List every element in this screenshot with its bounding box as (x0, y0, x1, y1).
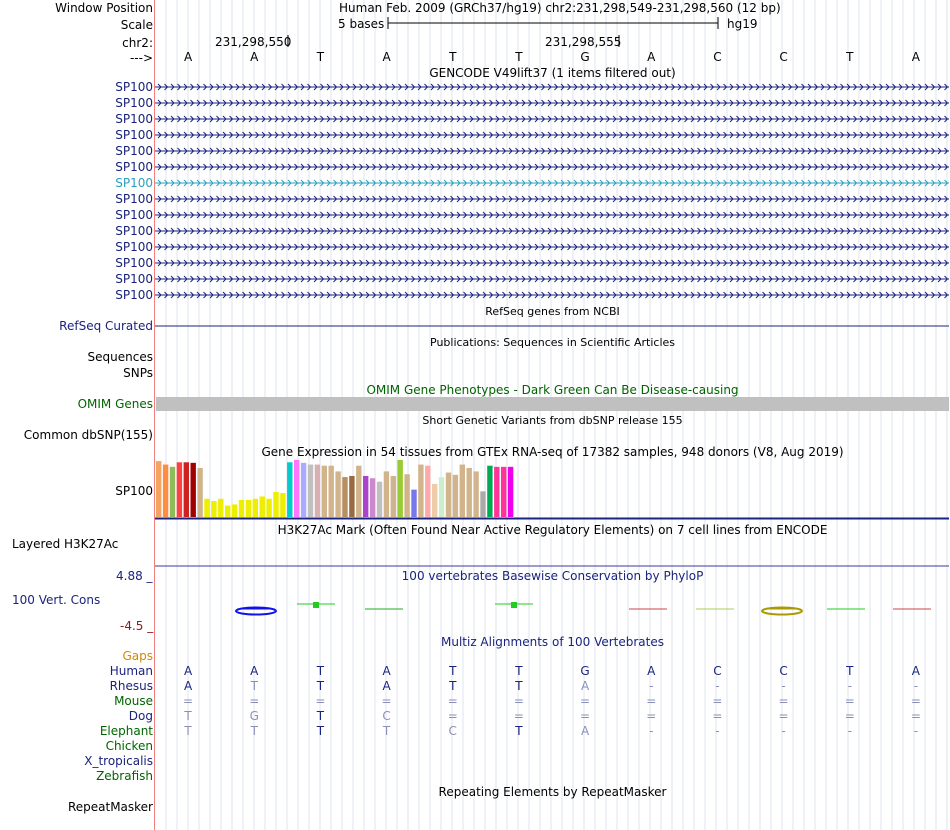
gtex-tissue-bar (266, 499, 271, 517)
gtex-tissue-bar (494, 467, 499, 517)
multiz-aligned-base: A (911, 664, 921, 678)
multiz-aligned-base: T (449, 679, 457, 693)
gtex-tissue-bar (322, 466, 327, 517)
base-letter: T (316, 50, 325, 64)
window-position-value: Human Feb. 2009 (GRCh37/hg19) chr2:231,298,549-231,298,560 (12 bp) (339, 1, 781, 15)
gtex-tissue-bar (273, 492, 278, 517)
phylop-max-label: 4.88 _ (116, 569, 153, 583)
multiz-aligned-base: = (513, 709, 524, 723)
omim-gene-bar (156, 397, 949, 411)
refseq-label[interactable]: RefSeq Curated (59, 319, 153, 333)
gtex-tissue-bar (391, 476, 396, 517)
base-letter: T (515, 50, 523, 64)
gtex-tissue-bar (294, 460, 299, 517)
gtex-tissue-bar (239, 500, 244, 517)
repeatmasker-label[interactable]: RepeatMasker (67, 800, 153, 814)
multiz-aligned-base: C (448, 724, 457, 738)
multiz-aligned-base: T (382, 724, 391, 738)
multiz-aligned-base: = (712, 694, 723, 708)
gtex-label[interactable]: SP100 (115, 484, 153, 498)
scale-text: 5 bases (338, 17, 385, 31)
multiz-aligned-base: A (580, 724, 590, 738)
omim-label[interactable]: OMIM Genes (77, 397, 153, 411)
multiz-aligned-base: T (316, 679, 325, 693)
multiz-aligned-base: = (910, 694, 921, 708)
multiz-species-label[interactable]: Mouse (114, 694, 153, 708)
multiz-aligned-base: T (184, 724, 192, 738)
multiz-gaps-label: Gaps (122, 649, 153, 663)
gtex-tissue-bar (460, 465, 465, 517)
publications-label-snps[interactable]: SNPs (123, 366, 153, 380)
multiz-aligned-base: = (249, 694, 260, 708)
phylop-label[interactable]: 100 Vert. Cons (12, 593, 101, 607)
gtex-tissue-bar (280, 493, 285, 517)
multiz-species-label[interactable]: X_tropicalis (84, 754, 153, 768)
multiz-species-label[interactable]: Human (109, 664, 153, 678)
multiz-title[interactable]: Multiz Alignments of 100 Vertebrates (440, 635, 665, 649)
gtex-tissue-bar (335, 471, 340, 517)
base-letter: C (779, 50, 788, 64)
publications-label-sequences[interactable]: Sequences (87, 350, 153, 364)
multiz-aligned-base: = (447, 694, 458, 708)
multiz-aligned-base: A (183, 664, 193, 678)
multiz-aligned-base: - (649, 724, 654, 738)
base-letter: A (183, 50, 193, 64)
scale-assembly: hg19 (727, 17, 758, 31)
multiz-aligned-base: C (382, 709, 391, 723)
multiz-aligned-base: = (646, 694, 657, 708)
multiz-aligned-base: T (250, 724, 258, 738)
gtex-tissue-bar (467, 468, 472, 517)
multiz-aligned-base: - (913, 724, 919, 738)
gtex-tissue-bar (418, 465, 423, 517)
gtex-tissue-bar (156, 461, 161, 517)
gtex-tissue-bar (370, 478, 375, 517)
multiz-aligned-base: A (580, 679, 590, 693)
multiz-aligned-base: T (316, 724, 325, 738)
multiz-aligned-base: C (779, 664, 788, 678)
gtex-tissue-bar (301, 463, 306, 517)
gtex-tissue-bar (170, 467, 175, 517)
omim-title[interactable]: OMIM Gene Phenotypes - Dark Green Can Be Disease-causing (366, 383, 739, 397)
dbsnp-label[interactable]: Common dbSNP(155) (23, 428, 153, 442)
multiz-aligned-base: T (449, 664, 457, 678)
gtex-tissue-bar (315, 465, 320, 517)
multiz-aligned-base: = (778, 709, 789, 723)
gtex-tissue-bar (342, 477, 347, 517)
gtex-tissue-bar (501, 467, 506, 517)
base-letter: A (647, 50, 656, 64)
gencode-transcript-label[interactable]: SP100 (115, 112, 153, 126)
gtex-tissue-bar (432, 484, 437, 517)
base-letter: A (911, 50, 921, 64)
gtex-tissue-bar (218, 499, 223, 517)
base-letter: C (713, 50, 722, 64)
gtex-tissue-bar (439, 477, 444, 517)
gtex-tissue-bar (287, 462, 292, 517)
publications-title[interactable]: Publications: Sequences in Scientific Articles (430, 336, 675, 349)
multiz-aligned-base: - (715, 724, 720, 738)
gtex-tissue-bar (204, 499, 209, 517)
gencode-transcript-label[interactable]: SP100 (115, 176, 153, 190)
gtex-tissue-bar (487, 466, 492, 517)
h3k27ac-label[interactable]: Layered H3K27Ac (12, 537, 119, 551)
multiz-aligned-base: = (910, 709, 921, 723)
multiz-aligned-base: T (316, 664, 325, 678)
multiz-species-label[interactable]: Zebrafish (96, 769, 153, 783)
gtex-tissue-bar (480, 491, 485, 517)
multiz-aligned-base: A (183, 679, 193, 693)
gencode-transcript-label[interactable]: SP100 (115, 192, 153, 206)
gencode-transcript-label[interactable]: SP100 (115, 272, 153, 286)
gtex-tissue-bar (384, 471, 389, 517)
gtex-tissue-bar (308, 465, 313, 517)
multiz-aligned-base: - (847, 724, 852, 738)
multiz-species-label[interactable]: Dog (128, 709, 153, 723)
base-letter: A (382, 50, 391, 64)
h3k27ac-title[interactable]: H3K27Ac Mark (Often Found Near Active Regulatory Elements) on 7 cell lines from ENCODE (277, 523, 828, 537)
gtex-tissue-bar (446, 473, 451, 517)
multiz-aligned-base: A (382, 679, 391, 693)
gtex-tissue-bar (246, 500, 251, 517)
phylop-score-mark (313, 602, 319, 608)
phylop-title[interactable]: 100 vertebrates Basewise Conservation by PhyloP (401, 569, 704, 583)
gencode-transcript-label[interactable]: SP100 (115, 128, 153, 142)
multiz-aligned-base: = (315, 694, 326, 708)
gtex-tissue-bar (232, 504, 237, 517)
multiz-species-label[interactable]: Chicken (105, 739, 153, 753)
coord-left: 231,298,550 (215, 35, 292, 49)
repeatmasker-title[interactable]: Repeating Elements by RepeatMasker (438, 785, 667, 799)
gtex-tissue-bar (425, 466, 430, 517)
multiz-aligned-base: = (183, 694, 194, 708)
multiz-species-label[interactable]: Rhesus (109, 679, 153, 693)
gtex-tissue-bar (260, 496, 265, 517)
base-letter: T (449, 50, 457, 64)
gtex-tissue-bar (253, 499, 258, 517)
multiz-aligned-base: T (846, 664, 854, 678)
gtex-tissue-bar (363, 476, 368, 517)
gencode-transcript-label[interactable]: SP100 (115, 144, 153, 158)
gtex-tissue-bar (184, 462, 189, 517)
multiz-aligned-base: T (515, 664, 523, 678)
gtex-tissue-bar (508, 467, 513, 517)
gtex-tissue-bar (404, 474, 409, 517)
multiz-aligned-base: = (646, 709, 657, 723)
gtex-tissue-bar (225, 506, 230, 517)
gtex-tissue-bar (197, 468, 202, 517)
gtex-title[interactable]: Gene Expression in 54 tissues from GTEx RNA-seq of 17382 samples, 948 donors (V8, Aug 2019) (261, 445, 844, 459)
gencode-transcript-label[interactable]: SP100 (115, 96, 153, 110)
gencode-transcript-label[interactable]: SP100 (115, 240, 153, 254)
gtex-tissue-bar (349, 476, 354, 517)
multiz-aligned-base: - (847, 679, 852, 693)
gtex-tissue-bar (453, 475, 458, 517)
scale-label: Scale (120, 18, 153, 32)
gtex-tissue-bar (177, 462, 182, 517)
gtex-tissue-bar (473, 471, 478, 517)
gencode-transcript-label[interactable]: SP100 (115, 256, 153, 270)
gtex-tissue-bar (356, 466, 361, 517)
gtex-tissue-bar (211, 501, 216, 517)
multiz-aligned-base: T (515, 724, 523, 738)
dbsnp-title[interactable]: Short Genetic Variants from dbSNP release 155 (422, 414, 683, 427)
multiz-aligned-base: - (781, 724, 786, 738)
gencode-transcript-label[interactable]: SP100 (115, 224, 153, 238)
multiz-aligned-base: T (184, 709, 192, 723)
multiz-aligned-base: = (778, 694, 789, 708)
multiz-aligned-base: T (515, 679, 523, 693)
gtex-tissue-bar (163, 465, 168, 517)
gtex-tissue-bar (329, 466, 334, 517)
gtex-tissue-bar (398, 460, 403, 517)
multiz-aligned-base: = (844, 694, 855, 708)
multiz-aligned-base: G (580, 664, 590, 678)
multiz-aligned-base: - (913, 679, 919, 693)
gencode-transcript-label[interactable]: SP100 (115, 80, 153, 94)
gencode-transcript-label[interactable]: SP100 (115, 208, 153, 222)
base-letter: T (846, 50, 854, 64)
multiz-aligned-base: A (382, 664, 391, 678)
multiz-aligned-base: A (250, 664, 259, 678)
phylop-score-mark (511, 602, 517, 608)
multiz-aligned-base: - (715, 679, 720, 693)
base-letter: G (580, 50, 590, 64)
base-letter: A (250, 50, 259, 64)
multiz-aligned-base: = (580, 694, 591, 708)
multiz-aligned-base: - (781, 679, 786, 693)
phylop-min-label: -4.5 _ (120, 619, 154, 633)
coord-right: 231,298,555 (545, 35, 622, 49)
gencode-title[interactable]: GENCODE V49lift37 (1 items filtered out) (429, 66, 676, 80)
multiz-aligned-base: C (713, 664, 722, 678)
gtex-tissue-bar (377, 482, 382, 517)
gtex-tissue-bar (191, 463, 196, 517)
gencode-transcript-label[interactable]: SP100 (115, 160, 153, 174)
multiz-aligned-base: = (513, 694, 524, 708)
multiz-aligned-base: T (316, 709, 325, 723)
multiz-aligned-base: A (647, 664, 656, 678)
multiz-aligned-base: T (250, 679, 258, 693)
multiz-aligned-base: = (580, 709, 591, 723)
multiz-species-label[interactable]: Elephant (99, 724, 153, 738)
refseq-title[interactable]: RefSeq genes from NCBI (485, 305, 620, 318)
multiz-aligned-base: = (712, 709, 723, 723)
gencode-transcript-label[interactable]: SP100 (115, 288, 153, 302)
chrom-label: chr2: (122, 36, 153, 50)
strand-label: ---> (129, 51, 153, 65)
multiz-aligned-base: G (249, 709, 259, 723)
multiz-aligned-base: = (447, 709, 458, 723)
window-position-label: Window Position (55, 1, 153, 15)
gtex-tissue-bar (411, 490, 416, 517)
multiz-aligned-base: = (844, 709, 855, 723)
multiz-aligned-base: = (381, 694, 392, 708)
multiz-aligned-base: - (649, 679, 654, 693)
